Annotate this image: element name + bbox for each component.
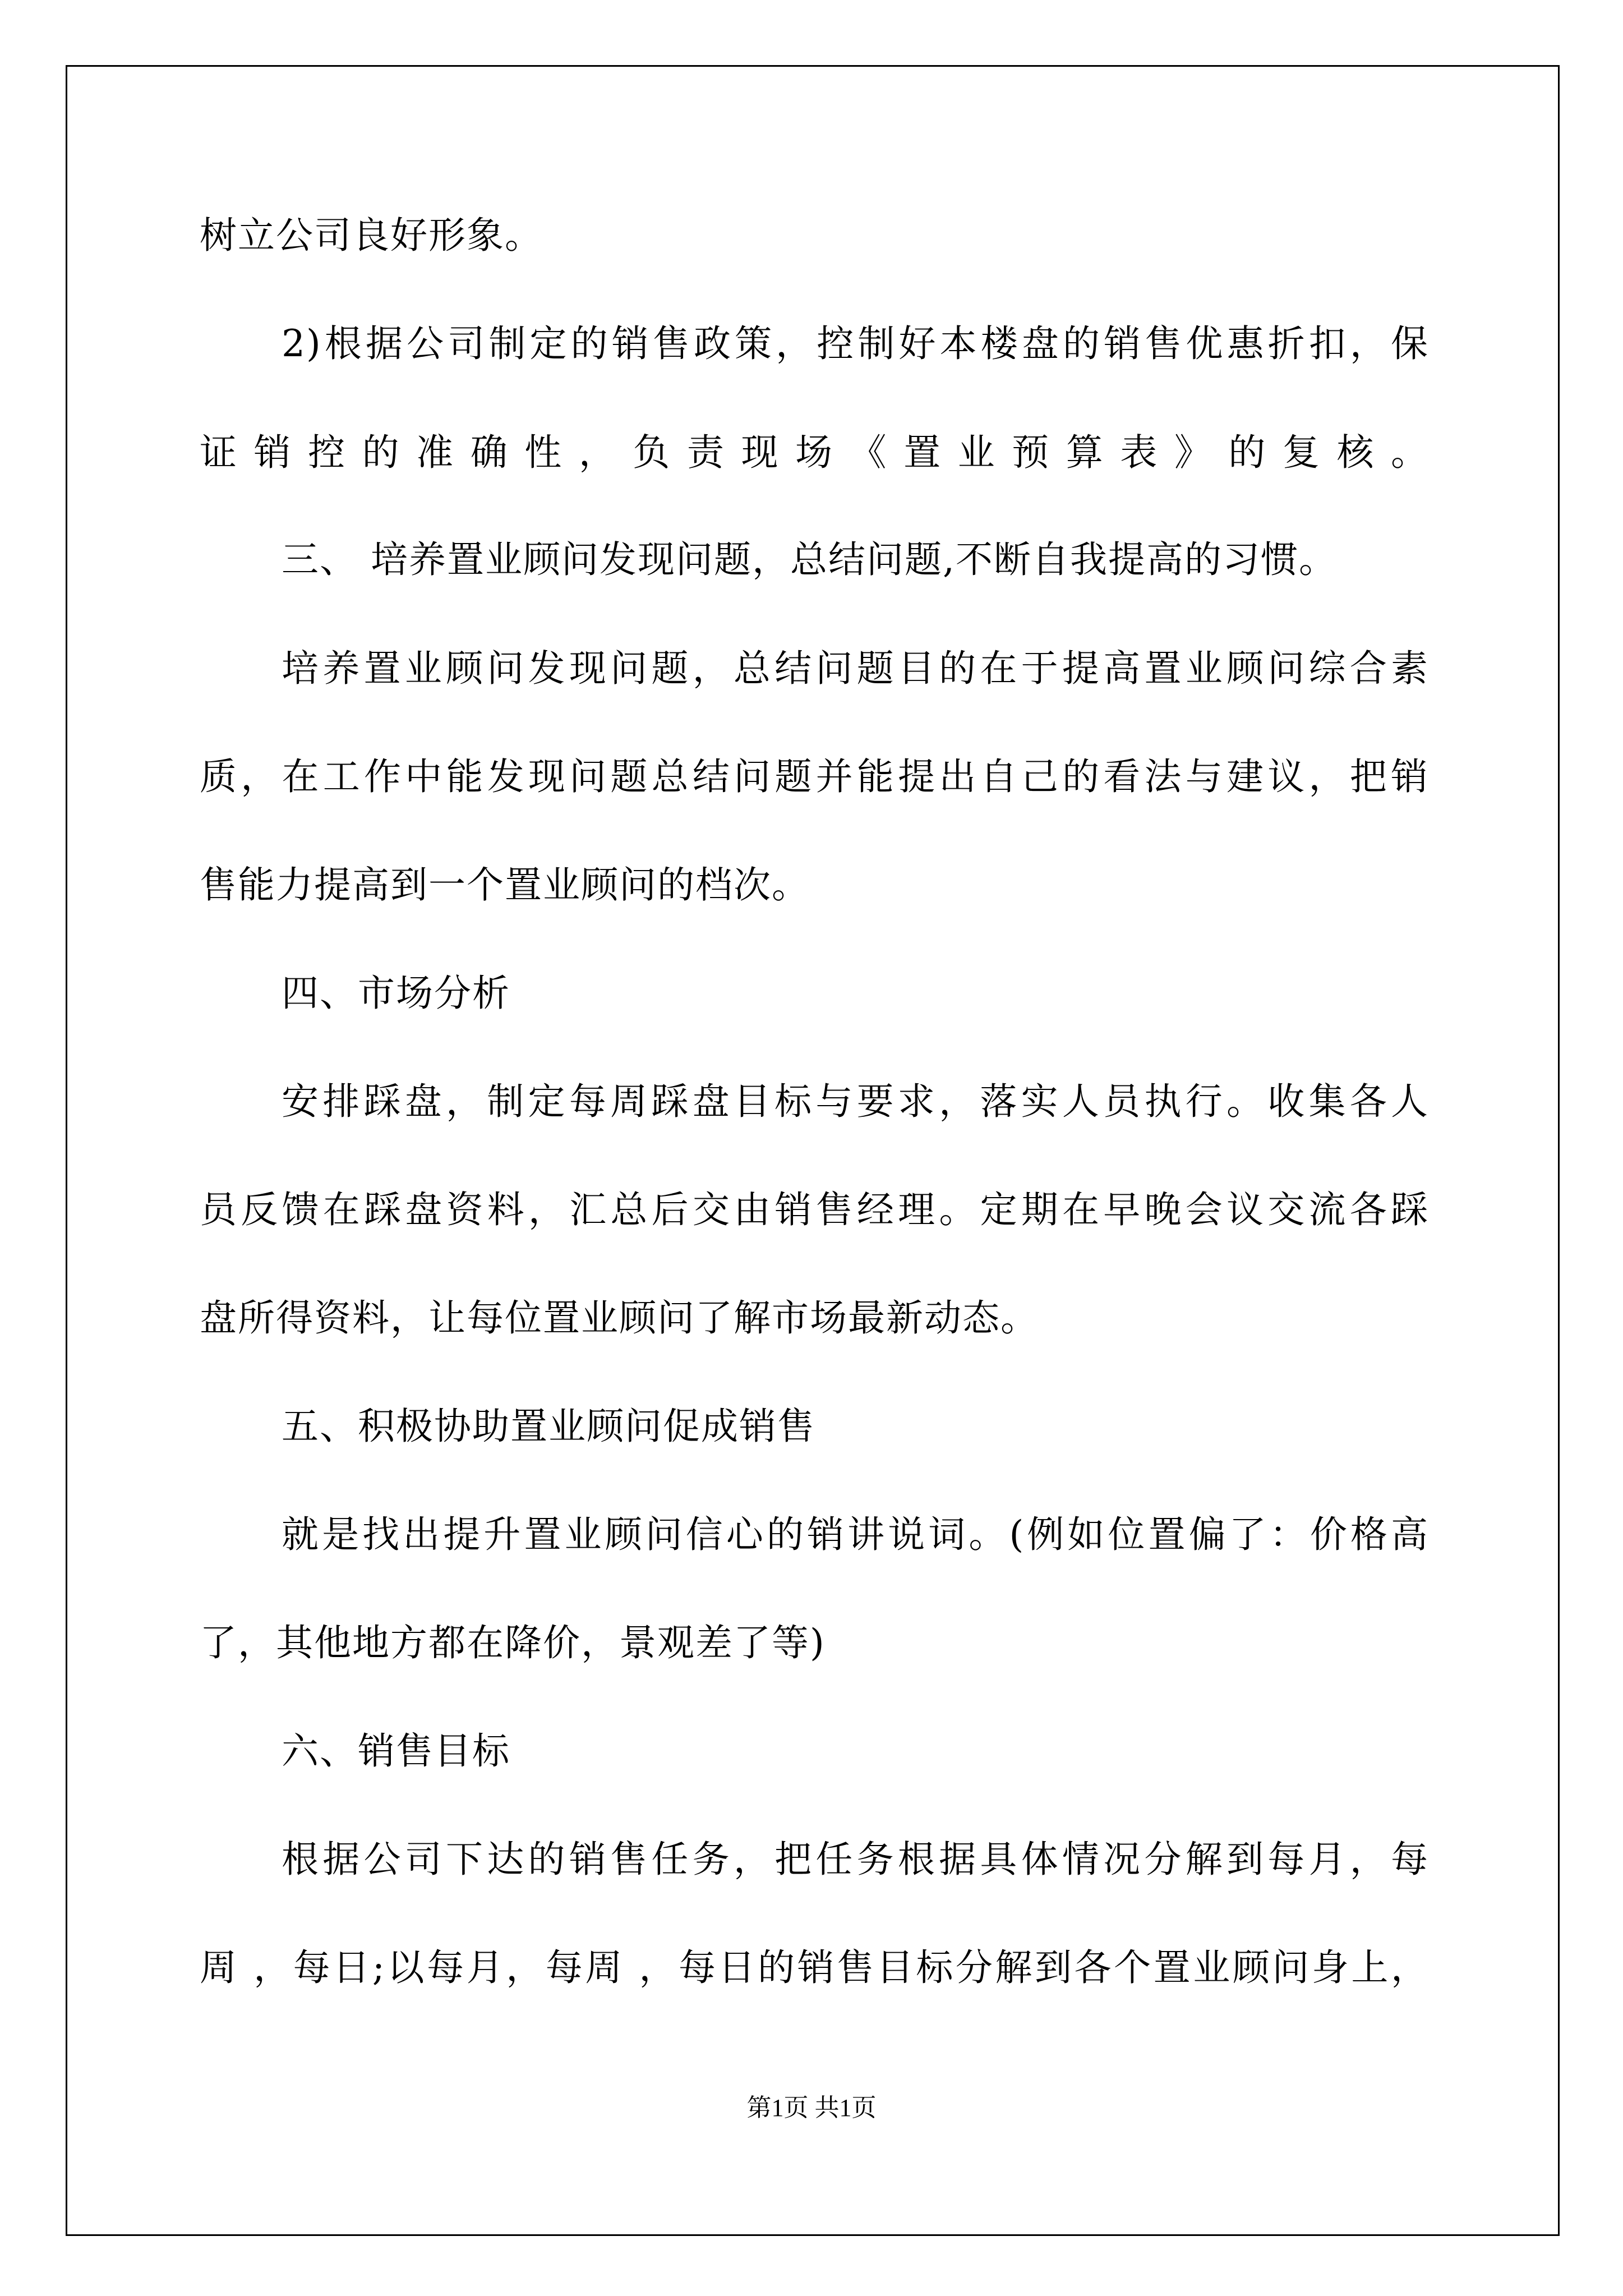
text-line: 售能力提高到一个置业顾问的档次。	[200, 863, 810, 907]
section-heading: 五、积极协助置业顾问促成销售	[282, 1405, 815, 1448]
text-line: 周 ，每日;以每月，每周 ，每日的销售目标分解到各个置业顾问身上，	[200, 1946, 1429, 1989]
section-heading: 三、 培养置业顾问发现问题，总结问题,不断自我提高的习惯。	[282, 538, 1337, 581]
section-heading: 四、市场分析	[282, 972, 510, 1015]
text-line: 就是找出提升置业顾问信心的销讲说词。(例如位置偏了：价格高	[282, 1513, 1429, 1556]
page-border	[66, 65, 1560, 2236]
section-heading: 六、销售目标	[282, 1729, 510, 1773]
text-line: 证销控的准确性，负责现场《置业预算表》的复核。	[200, 431, 1429, 474]
text-line: 了，其他地方都在降价，景观差了等)	[200, 1621, 826, 1664]
text-line: 安排踩盘，制定每周踩盘目标与要求，落实人员执行。收集各人	[282, 1080, 1429, 1123]
text-line: 员反馈在踩盘资料，汇总后交由销售经理。定期在早晚会议交流各踩	[200, 1188, 1429, 1231]
text-line: 盘所得资料，让每位置业顾问了解市场最新动态。	[200, 1296, 1039, 1340]
text-line: 根据公司下达的销售任务，把任务根据具体情况分解到每月，每	[282, 1838, 1429, 1881]
text-line: 树立公司良好形象。	[200, 214, 543, 257]
text-line: 2)根据公司制定的销售政策，控制好本楼盘的销售优惠折扣，保	[282, 322, 1429, 365]
text-line: 质，在工作中能发现问题总结问题并能提出自己的看法与建议，把销	[200, 755, 1429, 798]
text-line: 培养置业顾问发现问题，总结问题目的在于提高置业顾问综合素	[282, 647, 1429, 690]
page-number-footer: 第1页 共1页	[746, 2094, 877, 2122]
